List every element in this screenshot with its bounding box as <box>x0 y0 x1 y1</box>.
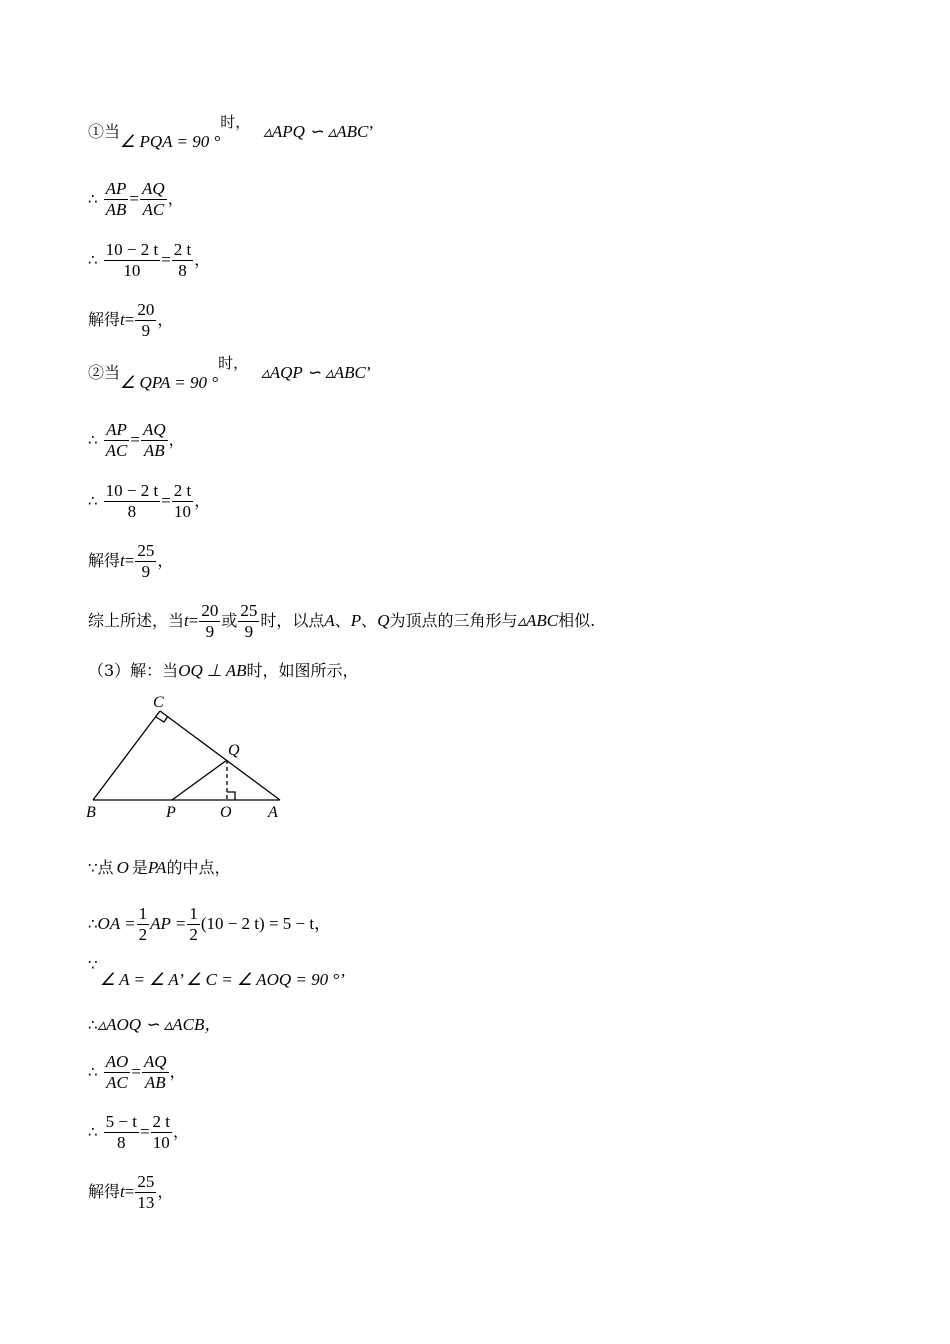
right-angle-C <box>156 716 168 722</box>
fraction: $\frac{AQ}{AB}$ <box>142 420 166 460</box>
fraction: $\frac{AQ}{AB}$ <box>143 1052 167 1092</box>
label-Q: Q <box>228 742 240 759</box>
case2-result: 解得t= $\frac{25}{9}$ ， <box>88 541 174 581</box>
fraction: $\frac{2 t}{8}$ <box>173 240 192 280</box>
segment-PQ <box>172 760 227 800</box>
fraction: $\frac{AP}{AB}$ <box>105 179 127 219</box>
fraction: $\frac{20}{9}$ <box>137 300 155 340</box>
triangle-figure <box>80 690 300 825</box>
proof-line-6: ∴ $\frac{5 - t}{8}$ = $\frac{2 t}{10}$ ， <box>88 1112 190 1152</box>
fraction: $\frac{AQ}{AC}$ <box>142 179 165 219</box>
side-BC <box>93 711 160 800</box>
proof-line-7: 解得t= $\frac{25}{13}$ ， <box>88 1172 174 1212</box>
fraction: $\frac{1}{2}$ <box>189 904 198 944</box>
fraction: $\frac{25}{9}$ <box>240 601 258 641</box>
label-B: B <box>86 804 96 821</box>
label-C: C <box>153 694 164 711</box>
case1-ratio: ∴ $\frac{AP}{AB}$ = $\frac{AQ}{AC}$ ， <box>88 179 184 219</box>
summary-line: 综上所述，当t= $\frac{20}{9}$ 或 $\frac{25}{9}$ 时，以点A、P、Q为顶点的三角形与▵ABC相似. <box>88 601 596 641</box>
case2-heading: ②当∠ QPA = 90 °时， ▵AQP ∽ ▵ABC’ <box>88 354 372 392</box>
fraction: $\frac{10 - 2 t}{8}$ <box>105 481 159 521</box>
case2-ratio: ∴ $\frac{AP}{AC}$ = $\frac{AQ}{AB}$ ， <box>88 420 185 460</box>
fraction: $\frac{2 t}{10}$ <box>152 1112 171 1152</box>
proof-line-2: ∴OA = $\frac{1}{2}$ AP = $\frac{1}{2}$ (10 − 2 t) = 5 − t， <box>88 904 332 944</box>
fraction: $\frac{10 - 2 t}{10}$ <box>105 240 159 280</box>
proof-line-5: ∴ $\frac{AO}{AC}$ = $\frac{AQ}{AB}$ ， <box>88 1052 186 1092</box>
proof-line-3-because: ∵ <box>88 956 98 974</box>
fraction: $\frac{25}{13}$ <box>137 1172 155 1212</box>
case2-substitution: ∴ $\frac{10 - 2 t}{8}$ = $\frac{2 t}{10}$ ， <box>88 481 211 521</box>
fraction: $\frac{1}{2}$ <box>138 904 148 944</box>
fraction: $\frac{2 t}{10}$ <box>173 481 192 521</box>
label-P: P <box>166 804 176 821</box>
case1-heading: ①当∠ PQA = 90 °时， ▵APQ ∽ ▵ABC’ <box>88 113 375 151</box>
right-angle-O <box>227 792 235 800</box>
part3-intro: （3）解：当OQ ⊥ AB时，如图所示， <box>88 661 359 680</box>
label-O: O <box>220 804 232 821</box>
side-CA <box>160 711 280 800</box>
fraction: $\frac{AP}{AC}$ <box>105 420 128 460</box>
proof-line-4: ∴▵AOQ ∽ ▵ACB， <box>88 1015 222 1034</box>
case1-result: 解得t= $\frac{20}{9}$ ， <box>88 300 174 340</box>
fraction: $\frac{20}{9}$ <box>201 601 219 641</box>
proof-line-3: ∠ A = ∠ A’ ∠ C = ∠ AOQ = 90 °’ <box>100 970 345 989</box>
case1-substitution: ∴ $\frac{10 - 2 t}{10}$ = $\frac{2 t}{8}$ ， <box>88 240 211 280</box>
fraction: $\frac{AO}{AC}$ <box>105 1052 129 1092</box>
fraction: $\frac{25}{9}$ <box>137 541 155 581</box>
label-A: A <box>268 804 278 821</box>
proof-line-1: ∵点 O 是PA的中点， <box>88 858 231 877</box>
fraction: $\frac{5 - t}{8}$ <box>105 1112 137 1152</box>
